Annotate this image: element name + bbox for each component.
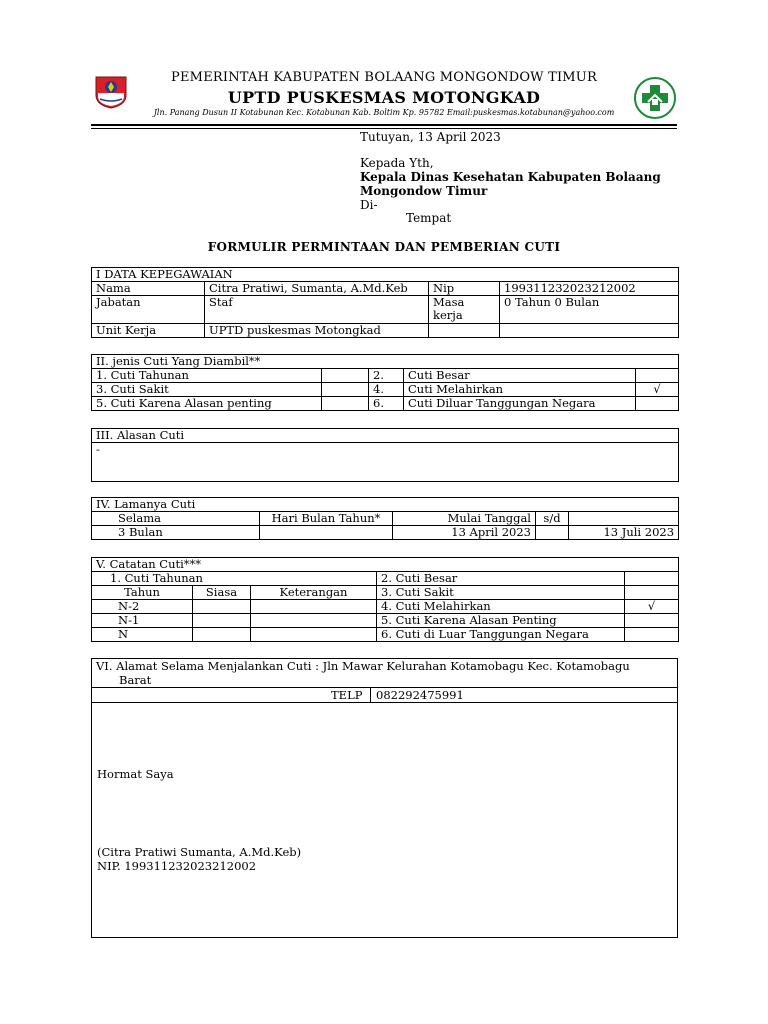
satuan-header: Hari Bulan Tahun*: [260, 512, 393, 526]
empty-cell: [251, 614, 377, 628]
table-row: [92, 383, 679, 397]
leave-type-check: [322, 397, 369, 411]
leave-type-label: Cuti Diluar Tanggungan Negara: [404, 397, 636, 411]
empty-cell: [251, 600, 377, 614]
leave-type-number: 4.: [369, 383, 404, 397]
leave-type-label: Cuti Besar: [404, 369, 636, 383]
recipient-line-2: Mongondow Timur: [360, 184, 488, 198]
header-institution: UPTD PUSKESMAS MOTONGKAD: [227, 88, 541, 107]
telp-label: TELP: [331, 688, 363, 702]
leave-type-check: √: [636, 383, 679, 397]
unit-kerja-label: Unit Kerja: [92, 324, 205, 338]
masa-kerja-value: 0 Tahun 0 Bulan: [500, 296, 679, 324]
table-row: [92, 369, 679, 383]
sd-header: s/d: [536, 512, 569, 526]
form-title: FORMULIR PERMINTAAN DAN PEMBERIAN CUTI: [207, 240, 561, 254]
header-rule-thin: [91, 128, 677, 129]
alasan-value: -: [92, 443, 679, 482]
leave-type-check: [322, 383, 369, 397]
jabatan-value: Staf: [205, 296, 429, 324]
signer-nip: NIP. 199311232023212002: [97, 859, 257, 873]
catatan-check: [625, 614, 679, 628]
hormat-saya: Hormat Saya: [97, 767, 174, 781]
empty-cell: [260, 526, 393, 540]
signer-name: (Citra Pratiwi Sumanta, A.Md.Keb): [97, 845, 302, 859]
divider: [370, 687, 371, 702]
tahun-header: Tahun: [92, 586, 193, 600]
place-date: Tutuyan, 13 April 2023: [360, 130, 501, 144]
selama-header: Selama: [92, 512, 260, 526]
alamat-line-1: VI. Alamat Selama Menjalankan Cuti : Jln Mawar Kelurahan Kotamobagu Kec. Kotamobagu: [96, 659, 630, 673]
mulai-value: 13 April 2023: [393, 526, 536, 540]
catatan-check: [625, 586, 679, 600]
leave-type-check: [636, 397, 679, 411]
header-government: PEMERINTAH KABUPATEN BOLAANG MONGONDOW TIMUR: [171, 70, 597, 85]
leave-type-label: Cuti Melahirkan: [404, 383, 636, 397]
empty-cell: [536, 526, 569, 540]
catatan-item: 6. Cuti di Luar Tanggungan Negara: [377, 628, 625, 642]
empty-cell: [500, 324, 679, 338]
year-label: N: [92, 628, 193, 642]
nip-value: 199311232023212002: [500, 282, 679, 296]
section-heading: IV. Lamanya Cuti: [92, 498, 679, 512]
leave-type-label: 5. Cuti Karena Alasan penting: [92, 397, 322, 411]
catatan-check: [625, 572, 679, 586]
recipient-line-1: Kepala Dinas Kesehatan Kabupaten Bolaang: [360, 170, 661, 184]
divider: [91, 702, 678, 703]
unit-kerja-value: UPTD puskesmas Motongkad: [205, 324, 429, 338]
empty-cell: [193, 614, 251, 628]
section-lamanya-cuti: [91, 497, 679, 540]
siasa-header: Siasa: [193, 586, 251, 600]
leave-type-check: [322, 369, 369, 383]
catatan-item: 2. Cuti Besar: [377, 572, 625, 586]
masa-kerja-label: [429, 296, 500, 324]
empty-cell: [193, 628, 251, 642]
section-heading: V. Catatan Cuti***: [92, 558, 679, 572]
selama-value: 3 Bulan: [92, 526, 260, 540]
tempat-label: Tempat: [406, 211, 452, 225]
catatan-item: 3. Cuti Sakit: [377, 586, 625, 600]
telp-value: 082292475991: [376, 688, 464, 702]
mulai-header: Mulai Tanggal: [393, 512, 536, 526]
year-label: N-1: [92, 614, 193, 628]
leave-type-number: 2.: [369, 369, 404, 383]
cuti-tahunan-title: 1. Cuti Tahunan: [92, 572, 377, 586]
table-row: [92, 397, 679, 411]
leave-type-label: 3. Cuti Sakit: [92, 383, 322, 397]
section-alasan-cuti: [91, 428, 679, 482]
section-heading: I DATA KEPEGAWAIAN: [92, 268, 679, 282]
nip-label: Nip: [429, 282, 500, 296]
empty-cell: [193, 600, 251, 614]
section-jenis-cuti: [91, 354, 679, 411]
jabatan-label: Jabatan: [92, 296, 205, 324]
leave-type-label: 1. Cuti Tahunan: [92, 369, 322, 383]
masa-label-line-1: Masa: [433, 295, 465, 309]
section-heading: II. jenis Cuti Yang Diambil**: [92, 355, 679, 369]
leave-type-check: [636, 369, 679, 383]
alamat-line-2: Barat: [119, 673, 152, 687]
empty-cell: [429, 324, 500, 338]
catatan-item: 5. Cuti Karena Alasan Penting: [377, 614, 625, 628]
masa-label-line-2: kerja: [433, 308, 463, 322]
nama-label: Nama: [92, 282, 205, 296]
sampai-value: 13 Juli 2023: [569, 526, 679, 540]
leave-type-number: 6.: [369, 397, 404, 411]
section-data-kepegawaian: [91, 267, 679, 338]
section-heading: III. Alasan Cuti: [92, 429, 679, 443]
nama-value: Citra Pratiwi, Sumanta, A.Md.Keb: [205, 282, 429, 296]
year-label: N-2: [92, 600, 193, 614]
empty-cell: [251, 628, 377, 642]
catatan-check: √: [625, 600, 679, 614]
salutation: Kepada Yth,: [360, 156, 434, 170]
header-rule-thick: [91, 124, 677, 126]
empty-cell: [569, 512, 679, 526]
keterangan-header: Keterangan: [251, 586, 377, 600]
section-catatan-cuti: [91, 557, 679, 642]
catatan-check: [625, 628, 679, 642]
catatan-item: 4. Cuti Melahirkan: [377, 600, 625, 614]
di-label: Di-: [360, 198, 378, 212]
header-address: Jln. Panang Dusun II Kotabunan Kec. Kotabunan Kab. Boltim Kp. 95782 Email:puskesmas.kotabunan@yahoo.com: [153, 108, 615, 117]
